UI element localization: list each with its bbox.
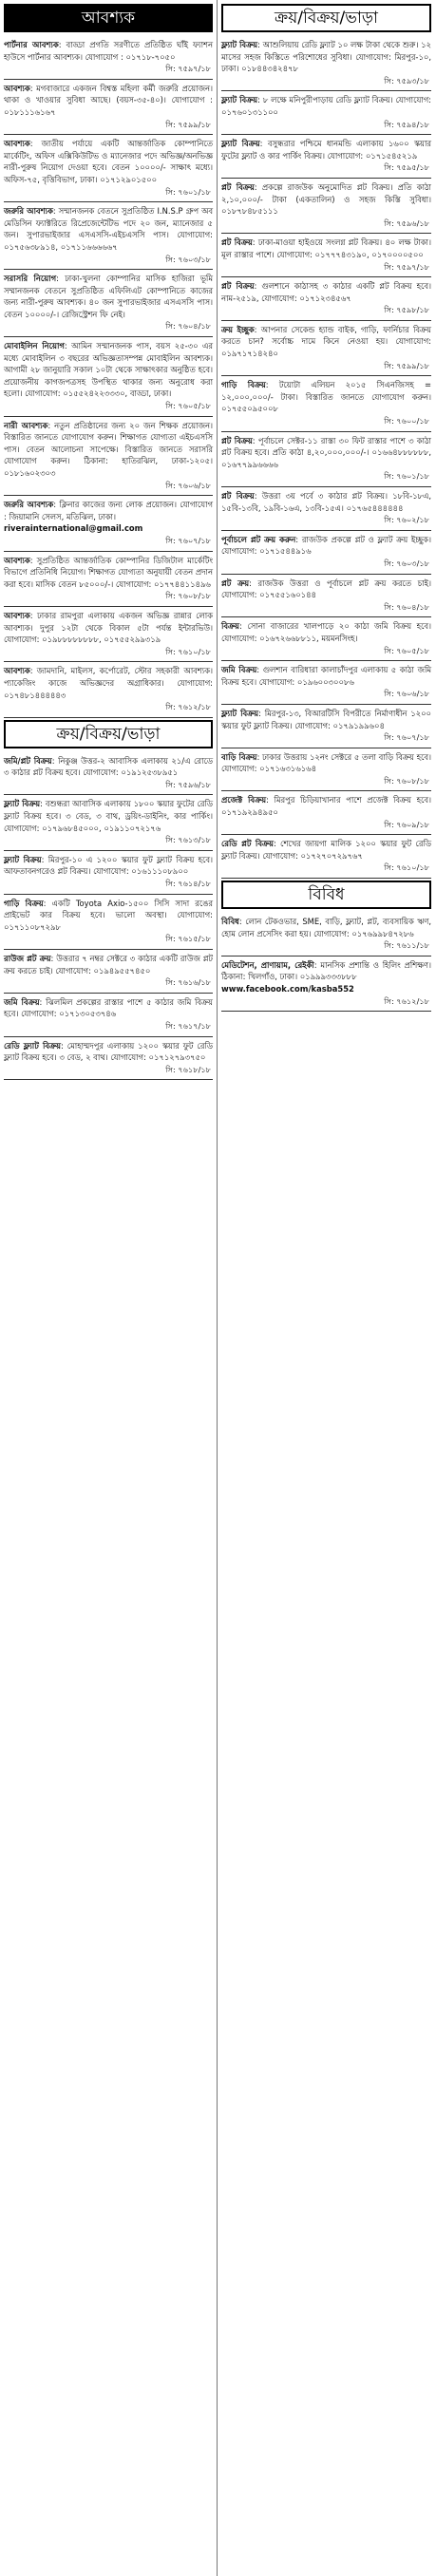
ad-heading: ফ্ল্যাট বিক্রয় [221, 95, 258, 105]
classified-ad [221, 38, 431, 88]
ad-text [221, 620, 431, 644]
ad-code: সি: ৭৫৯৪/১৮ [384, 119, 429, 129]
classified-ad [4, 137, 213, 199]
ad-text [221, 237, 431, 260]
ad-text [221, 534, 431, 558]
ad-body: : মগবাজারে একজন বিশ্বস্ত মহিলা কর্মী জরুরি প্রয়োজন। থাকা ও খাওয়ার সুবিধা আছে। (বয়স-৩৫-৪০)। যোগাযোগ : ০১৮১১১৬১৬৭ [4, 83, 213, 117]
ad-code: সি: ৭৬১৭/১৮ [165, 1020, 211, 1031]
ad-text [221, 379, 431, 415]
ad-heading: গাড়ি বিক্রয় [4, 898, 44, 908]
ad-divider [4, 495, 213, 496]
ad-body: : গুলশান বারিধারা কালাচাঁদপুর এলাকায় ৫ কাঠা জমি বিক্রয় হবে। যোগাযোগ: ০১৯৬০০৩০০৮৬ [221, 665, 431, 687]
classified-ad [221, 378, 431, 428]
ad-text [4, 854, 213, 878]
ad-divider [4, 336, 213, 337]
ad-heading: ফ্ল্যাট বিক্রয় [4, 799, 41, 809]
ad-text [4, 953, 213, 976]
ad-text [4, 610, 213, 646]
ad-heading: জরুরি আবশ্যক [4, 206, 53, 217]
ad-divider [4, 269, 213, 270]
ad-divider [221, 790, 431, 791]
ad-body: : মিরপুর-১০ এ ১২০০ স্কয়ার ফুট ফ্ল্যাট বিক্রয় হবে। আফতাবনগরেও প্লট বিক্রয়। যোগাযোগ: ০১৬১১১০৮৯০০ [4, 854, 214, 877]
classified-ad [221, 577, 431, 616]
classified-ad [221, 279, 431, 318]
section-header-buy-sell: ক্রয়/বিক্রয়/ভাড়া [4, 720, 213, 748]
ad-code: সি: ৭৫৯৮/১৮ [384, 305, 429, 315]
ad-body: : মিরপুর-১৩, বিআরটিসি বিপরীতে নির্মাণাধীন ১২০০ স্কয়ার ফুট ফ্ল্যাট বিক্রয়। যোগাযোগ: ০১৭৯১৯৯৬০৪ [221, 708, 432, 730]
classified-ad [4, 995, 213, 1034]
ad-heading: ক্রয় ইচ্ছুক [221, 324, 255, 334]
ad-body: : উত্তরা ৩য় পর্বে ৩ কাঠার প্লট বিক্রয়। ১৮বি-১৮এ, ১৫বি-১৩বি, ১৯বি-১৬এ, ১৩বি-১৫এ। ০১৭৬৫৪৪৪৪৪৪ [221, 491, 431, 513]
ad-code: সি: ৭৬০৭/১৮ [384, 732, 429, 743]
classified-ad [4, 554, 213, 604]
classified-ad [4, 1039, 213, 1078]
ad-divider [221, 90, 431, 91]
ad-code: সি: ৭৬০১/১৮ [165, 186, 211, 197]
ad-text [221, 916, 431, 939]
ad-body: : জামদানি, মাইলস, কর্পোরেট, স্টোর সহকারী আবশ্যক। প্যাকেজিং কাজে অভিজ্ঞদের অগ্রাধিকার। যোগাযোগ: ০১৭৪৮১৪৪৪৪৪৩ [4, 666, 213, 700]
ad-code: সি: ৭৬০৪/১৮ [384, 601, 429, 612]
section-header-buy-sell-right: ক্রয়/বিক্রয়/ভাড়া [221, 4, 431, 32]
ad-divider [4, 717, 213, 718]
classified-ad [4, 664, 213, 714]
ad-heading: মেডিটেশন, প্রাণায়াম, রেইকী [221, 959, 314, 970]
ad-heading: প্রজেক্ট বিক্রয় [221, 795, 267, 805]
ad-code: সি: ৭৫৯৭/১৮ [384, 261, 429, 272]
ad-heading: প্লট বিক্রয় [221, 491, 255, 501]
ad-text [4, 205, 213, 253]
ad-text [221, 435, 431, 471]
ad-code: সি: ৭৬০৬/১৮ [384, 689, 429, 699]
ad-code: সি: ৭৬০৬/১৮ [165, 480, 211, 490]
classified-ad [221, 323, 431, 373]
ad-divider [221, 276, 431, 277]
ad-heading: রেডি ফ্ল্যাট বিক্রয় [4, 1040, 61, 1051]
classified-ad [4, 339, 213, 414]
ad-divider [4, 416, 213, 417]
ad-body: : পূর্বাচলে সেক্টর-১১ রাস্তা ৩০ ফিট রাস্তার পাশে ৩ কাঠা প্লট বিক্রয় হবে। প্রতি কাঠা ৪,২০,০০০,০০০/-। ০১৬৬৪৮৮৮৮৮৮, ০১৬৭৭৯৯৬৬৬৬ [221, 435, 431, 469]
ad-code: সি: ৭৬১২/১৮ [165, 702, 211, 712]
ad-divider [221, 233, 431, 234]
classified-ad [221, 707, 431, 746]
classified-ad [221, 93, 431, 132]
ad-code: সি: ৭৬০৩/১৮ [165, 254, 211, 264]
ad-body: : নিকুঞ্জ উত্তর-২ আবাসিক এলাকায় ২১/এ রোডে ৩ কাঠার প্লট বিক্রয় হবে। যোগাযোগ: ০১৯১২৫৩৮৯৫১ [4, 755, 213, 778]
ad-heading: বিবিধ [221, 917, 239, 927]
classified-ad [221, 180, 431, 231]
classified-ad [221, 750, 431, 789]
ad-text [221, 959, 431, 983]
ad-heading: রেডি প্লট বিক্রয় [221, 839, 274, 849]
ad-code: সি: ৭৬০৮/১৮ [384, 775, 429, 786]
ad-body: : বশুন্ধরা আবাসিক এলাকায় ১৮০০ স্কয়ার ফুটের রেডি ফ্ল্যাট বিক্রয় হবে। ৩ বেড, ৩ বাথ, ড্রয়িং-ডাইনিং, কার পার্কিং। যোগাযোগ: ০১৭৯৬৮৪৫০০০, ০১৯১১০৭২১৭৬ [4, 799, 214, 833]
ad-heading: জরুরি আবশ্যক [4, 500, 54, 510]
ad-body: : রাজউক প্রকল্পে প্লট ও ফ্ল্যাট ক্রয় ইচ্ছুক। যোগাযোগ: ০১৭১৫৪৪৯১৬ [221, 534, 431, 557]
ad-code: সি: ৭৬০৭/১৮ [165, 535, 211, 545]
ad-heading: জমি বিক্রয় [221, 665, 257, 675]
classified-ad [4, 754, 213, 793]
classified-ad [221, 137, 431, 176]
ad-text [221, 280, 431, 304]
ad-text [221, 490, 431, 514]
ad-text [4, 1040, 213, 1064]
ad-divider [4, 134, 213, 135]
classified-ad [221, 236, 431, 275]
ad-code: সি: ৭৬১৬/১৮ [165, 977, 211, 988]
ad-body: : ঢাকা-মাওয়া হাইওয়ে সংলগ্ন প্লট বিক্রয়। ৪০ লক্ষ টাকা। মূল রাস্তার পাশে। যোগাযোগ: ০১৭৭৭৪৩১৯০, ০১৭০০০০৫০০ [221, 237, 431, 259]
ad-body: : গুলশানে কাঠাসহ ৩ কাঠার একটি প্লট বিক্রয় হবে। নাম-২৫১৯, যোগাযোগ: ০১৭১২৩৪৫৬৭ [221, 281, 431, 303]
classified-ad [221, 619, 431, 658]
ad-heading: রাউজ প্লট ক্রয় [4, 954, 51, 963]
buy-sell-ads-list-left [4, 754, 213, 1081]
ad-heading: প্লট বিক্রয় [221, 281, 255, 292]
ad-body: : মোহাম্মদপুর এলাকায় ১২০০ স্কয়ার ফুট রেডি ফ্ল্যাট বিক্রয় হবে। ৩ বেড, ২ বাথ। যোগাযোগ: ০১৭১২৭৯৩৭৫০ [4, 1040, 214, 1063]
ad-heading: গাড়ি বিক্রয় [221, 380, 266, 390]
ad-text [4, 340, 213, 400]
ad-body: : রাজউক উত্তরা ও পূর্বাচলে প্লট ক্রয় করতে চাই। যোগাযোগ: ০১৭৫৫১৬০১৪৪ [221, 578, 431, 600]
ad-heading: প্লট বিক্রয় [221, 181, 255, 192]
classified-ad [221, 793, 431, 832]
ad-body: : বসুন্ধরার পশ্চিমে ধানমন্ডি এলাকায় ১৬০০ স্কয়ার ফুটের ফ্ল্যাট ও কার পার্কিং বিক্রয়। যোগাযোগ: ০১৭১৫৪৫২১৯ [221, 139, 431, 161]
ad-divider [4, 1079, 213, 1080]
ad-code: সি: ৭৫৯৩/১৮ [384, 75, 429, 85]
ad-code: সি: ৭৬১৮/১৮ [165, 1064, 211, 1074]
ad-code: সি: ৭৬১৫/১৮ [165, 934, 211, 944]
ad-text [4, 755, 213, 779]
ad-code: সি: ৭৬১০/১৮ [165, 646, 211, 656]
ad-divider [4, 1036, 213, 1037]
ad-divider [221, 704, 431, 705]
ad-divider [221, 134, 431, 135]
ad-text [221, 39, 431, 75]
classified-ad [221, 434, 431, 484]
ad-text [221, 708, 431, 731]
ad-divider [4, 894, 213, 895]
ad-heading: প্লট ক্রয় [221, 578, 250, 588]
ad-text [221, 794, 431, 818]
ad-divider [221, 431, 431, 432]
ad-body: : শেখের জায়গা মালিক ১২০০ স্কয়ার ফুট রেডি ফ্ল্যাট বিক্রয়। যোগাযোগ: ০১৭২৭০৭২৯৭৬৭ [221, 839, 431, 861]
ad-heading: মোবাইলিন নিয়োগ [4, 341, 65, 351]
ad-body: : ঢাকার উত্তরায় ১২নং সেক্টরে ৫ তলা বাড়ি বিক্রয় হবে। যোগাযোগ: ০১৭১৬৩১৬১৬৪ [221, 751, 432, 774]
ad-heading: প্লট বিক্রয় [221, 435, 253, 445]
ad-divider [221, 616, 431, 617]
ad-code: সি: ৭৬০৩/১৮ [384, 558, 429, 568]
classified-ad [4, 82, 213, 132]
ad-code: সি: ৭৬১৩/১৮ [165, 835, 211, 845]
ad-body: : বাড্ডা প্রগতি সরণীতে প্রতিষ্ঠিত ঘাঁই ফ্যাশন হাউসে পার্টনার আবশ্যক। যোগাযোগ : ০১৭১৮-৭০৫০ [4, 40, 213, 62]
ad-code: সি: ৭৫৯৯/১৮ [384, 360, 429, 370]
ad-body: : ঢাকা-খুলনা কোম্পানির মাসিক হাজিরা ভূমি সম্মানজনক বেতনে সুপ্রতিষ্ঠিত এফিলিএট কোম্পানিতে কাজের জন্য নারী-পুরুষ আবশ্যক। ৪০ জন সুপারভাইজার এসএসসি পাস। বেতন ১০০০০/-। রেজিস্ট্রেশন ফি নেই। [4, 274, 213, 319]
ad-heading: বাড়ি বিক্রয় [221, 751, 257, 762]
classified-ad [221, 489, 431, 528]
ad-heading: জমি বিক্রয় [4, 996, 40, 1007]
ad-body: : সম্মানজনক বেতনে সুপ্রতিষ্ঠিত I.N.S.P গ্রুপ অব মেডিসিন ফ্যাক্টরিতে রিপ্রেজেন্টেটিভ পদে ২০ জন, ম্যানেজার ৫ জন। সুপারভাইজার এসএসসি-এইচএসসি পাস। যোগাযোগ: ০১৭৫৬৩৮৯১৪, ০১৭১১৬৬৬৬৬৭ [4, 206, 213, 252]
classified-ad [221, 915, 431, 954]
ad-divider [221, 660, 431, 661]
classified-ad [221, 837, 431, 876]
classified-ad [4, 952, 213, 991]
ad-code: সি: ৭৬০৯/১৮ [384, 819, 429, 829]
ad-heading: জমি/প্লট বিক্রয় [4, 755, 52, 766]
ad-divider [221, 375, 431, 376]
ad-body: : আপনার সেকেন্ড হ্যান্ড বাইক, গাড়ি, ফার্নিচার বিক্রয় করতে চান? সর্বোচ্চ দামে কিনে নেওয়া হয়। যোগাযোগ: ০১৯৭১৭১৪২৪০ [221, 324, 431, 359]
ad-body: : লোন টেকওভার, SME, বাড়ি, ফ্ল্যাট, প্লট, ব্যবসায়িক ঋণ, হোম লোন প্রসেসিং করা হয়। যোগাযোগ: ০১৭৬৯৯৮৪৭২৮৬ [221, 917, 431, 938]
ad-heading: আবশ্যক [4, 610, 30, 620]
ad-text [221, 181, 431, 218]
ad-divider [4, 551, 213, 552]
ad-body: : আশুলিয়ায় রেডি ফ্ল্যাট ১০ লক্ষ টাকা থেকে শুরু। ১২ মাসের সহজ কিস্তিতে পরিশোধের সুবিধা। যোগাযোগ: মিরপুর-১০, ঢাকা। ০১৮৪৪৩৪২৪৭৮ [221, 40, 431, 74]
ad-heading: আবশ্যক [4, 139, 30, 149]
ad-code: সি: ৭৫৯৫/১৮ [384, 162, 429, 173]
classified-ad [4, 204, 213, 267]
section-header-wanted: আবশ্যক [4, 4, 213, 32]
ad-text [221, 838, 431, 862]
ad-heading: ফ্ল্যাট বিক্রয় [221, 139, 260, 149]
ad-heading: ফ্ল্যাট বিক্রয় [4, 854, 42, 864]
ad-text [221, 94, 431, 118]
ad-text [221, 138, 431, 161]
ad-divider [4, 949, 213, 950]
classified-ad [4, 272, 213, 334]
ad-heading: আবশ্যক [4, 83, 30, 93]
ad-text [4, 39, 213, 63]
ad-divider [221, 574, 431, 575]
ad-heading: আবশ্যক [4, 666, 30, 676]
buy-sell-ads-list-right [221, 38, 431, 879]
ad-text [4, 499, 213, 522]
ad-heading: বিক্রয় [221, 621, 239, 632]
classified-ad [4, 609, 213, 659]
ad-email[interactable]: riverainternational@gmail.com [4, 523, 143, 534]
ad-divider [4, 993, 213, 994]
ad-heading: প্লট বিক্রয় [221, 237, 253, 248]
ad-text [4, 665, 213, 701]
ad-email[interactable]: www.facebook.com/kasba552 [221, 984, 354, 994]
ad-heading: নারী আবশ্যক [4, 420, 48, 430]
ad-code: সি: ৭৬০২/১৮ [384, 515, 429, 525]
ad-text [4, 555, 213, 591]
ad-code: সি: ৭৫৯৭/১৮ [165, 64, 211, 74]
ad-body: : আমিন সম্মানজনক পাস, বয়স ২৫-৩০ এর মধ্যে মোবাইলিন ৩ বছরের অভিজ্ঞতাসম্পন্ন মোবাইলিন আবশ্যক। আগামী ২৮ জানুয়ারি সকাল ১০টা থেকে সাক্ষাৎকার অনুষ্ঠিত হবে। প্রয়োজনীয় কাগজপত্রসহ উপস্থিত থাকার জন্য অনুরোধ করা হলো। যোগাযোগ: ০১৫৫২৪২২৩৩৩০, বাড্ডা, ঢাকা। [4, 341, 213, 399]
ad-heading: পার্টনার আবশ্যক [4, 40, 59, 49]
ad-code: সি: ৭৬০৮/১৮ [165, 591, 211, 601]
ad-divider [221, 834, 431, 835]
ad-text [4, 898, 213, 934]
misc-ads-list [221, 915, 431, 1012]
classified-ad [221, 958, 431, 1009]
ad-text [221, 324, 431, 360]
ad-code: সি: ৭৬০৪/১৮ [165, 321, 211, 331]
ad-body: : টয়োটা এলিয়ন ২০১৫ সিএনজিসহ = ১২,০০০,০০০/- টাকা। বিস্তারিত জানতে যোগাযোগ করুন। ০১৭৫৫০৯৫০০৮ [221, 380, 431, 414]
ad-code: সি: ৭৬০৫/১৮ [384, 645, 429, 655]
ad-body: : একটি Toyota Axio-১৫০০ সিসি সাদা রঙের প্রাইভেট কার বিক্রয় হবে। ভালো অবস্থা। যোগাযোগ: ০১৭১১০৮৭২৯৮ [4, 898, 213, 932]
ad-body: : মিরপুর চিড়িয়াখানার পাশে প্রজেক্ট বিক্রয় হবে। ০১৭১৯২৯৪৯৫০ [221, 795, 431, 818]
ad-body: : ৮ লক্ষে মনিপুরীপাড়ায় রেডি ফ্ল্যাট বিক্রয়। যোগাযোগ: ০১৭৬০১৩১১০০ [221, 95, 432, 117]
ad-divider [221, 486, 431, 487]
ad-divider [4, 850, 213, 851]
ad-code: সি: ৭৬১০/১৮ [384, 862, 429, 873]
ad-divider [4, 79, 213, 80]
ad-text [4, 996, 213, 1020]
ad-code: সি: ৭৬০০/১৮ [384, 416, 429, 426]
ad-heading: ফ্ল্যাট বিক্রয় [221, 708, 259, 718]
ad-text [4, 420, 213, 480]
ad-code: সি: ৭৫৯৬/১৮ [384, 218, 429, 228]
ad-text [4, 273, 213, 320]
ad-heading: আবশ্যক [4, 555, 30, 565]
ad-text [221, 664, 431, 688]
ad-body: : মানসিক প্রশান্তি ও হিলিং প্রশিক্ষণ। ঠিকানা: খিলগাঁও, ঢাকা। ০১৯৯৯৩৩৩৮৮৮ [221, 959, 431, 982]
classified-ad [4, 38, 213, 77]
ad-text [4, 798, 213, 834]
ad-body: : নতুন প্রতিষ্ঠানের জন্য ২০ জন শিক্ষক প্রয়োজন। বিস্তারিত জানতে যোগাযোগ করুন। শিক্ষাগত যোগ্যতা এইচএসসি পাস। বেতন আলোচনা সাপেক্ষে। বিস্তারিত জানতে সরাসরি যোগাযোগ করুন। ঠিকানা: হাতিরঝিল, ঢাকা-১২০৫। ০১৮১৬০২৩০৩ [4, 420, 213, 478]
classified-ad [4, 853, 213, 892]
classified-ad [4, 419, 213, 494]
ad-divider [221, 320, 431, 321]
ad-body: : সুপ্রতিষ্ঠিত আন্তর্জাতিক কোম্পানির ডিজিটাল মার্কেটিং বিভাগে প্রতিনিধি নিয়োগ। শিক্ষাগত যোগ্যতা অনুযায়ী বেতন প্রদান করা হবে। মাসিক বেতন ৮৫০০০/-। যোগাযোগ: ০১৭৭৪৪১১৪৯৬ [4, 555, 213, 589]
ad-code: সি: ৭৬১৪/১৮ [165, 879, 211, 889]
ad-text [221, 578, 431, 601]
ad-code: সি: ৭৫৯৯/১৮ [165, 119, 211, 129]
ad-body: : জাতীয় পর্যায়ে একটি আন্তর্জাতিক কোম্পানিতে মার্কেটিং, অফিস এক্সিকিউটিভ ও ম্যানেজার পদে অভিজ্ঞ/অনভিজ্ঞ নারী-পুরুষ নিয়োগ দেওয়া হবে। বেতন ১০০০০/- সাক্ষাৎ মধ্যে। অফিস-৭৫, বৃত্তিবিভাগ, ঢাকা। ০১৭১২৯০১৫০০ [4, 139, 213, 184]
classified-ad [4, 897, 213, 947]
classified-ad [221, 533, 431, 572]
ad-divider [221, 1011, 431, 1012]
wanted-ads-list [4, 38, 213, 718]
ad-text [4, 83, 213, 119]
ad-code: সি: ৭৬০৫/১৮ [165, 401, 211, 411]
ad-body: : সোনা বাজারের খালপাড়ে ২০ কাঠা জমি বিক্রয় হবে। যোগাযোগ: ০১৬৭২৬৬৮৮১১, ময়মনসিংহ। [221, 621, 431, 643]
ad-body: : উত্তরার ৭ নম্বর সেক্টরে ৩ কাঠার একটি রাউজ প্লট ক্রয় করতে চাই। যোগাযোগ: ০১৯৪৯৫৫৭৪৫০ [4, 954, 213, 975]
ad-body: : প্রকল্পে রাজউক অনুমোদিত প্লট বিক্রয়। প্রতি কাঠা ২,১০,০০০/- টাকা (একতালিন) ও সহজ কিস্তি সুবিধা। ০১৮৭৮৪৮৫১১১ [221, 181, 431, 217]
classified-ad [4, 797, 213, 847]
classified-ad [4, 498, 213, 548]
ad-body: : ক্লিনার কাজের জন্য লোক প্রয়োজন। যোগাযোগ : জিয়ামানি সেলস, মতিঝিল, ঢাকা। [4, 500, 213, 521]
ad-body: : ঝিলমিল প্রকল্পের রাস্তার পাশে ৫ কাঠার জমি বিক্রয় হবে। যোগাযোগ: ০১৭১৩০৫৩৭৪৬ [4, 996, 213, 1019]
ad-heading: ফ্ল্যাট বিক্রয় [221, 40, 258, 49]
ad-body: : ঢাকার রামপুরা এলাকায় একজন অভিজ্ঞ রান্নার লোক আবশ্যক। দুপুর ১২টা থেকে বিকাল ৫টা পর্যন্ত ইন্টারভিউ। যোগাযোগ: ০১৯৮৮৮৮৮৮৮৮, ০১৭৫৫২৯৯৩১৯ [4, 610, 213, 645]
ad-heading: পূর্বাচলে প্লট ক্রয় করুন [221, 534, 296, 544]
ad-divider [4, 606, 213, 607]
classified-ad [221, 663, 431, 702]
ad-divider [4, 794, 213, 795]
ad-code: সি: ৭৬১২/১৮ [384, 995, 429, 1006]
ad-text [221, 751, 431, 775]
ad-divider [221, 178, 431, 179]
ad-code: সি: ৭৬১১/১৮ [384, 940, 429, 951]
ad-text [4, 138, 213, 185]
section-header-misc: বিবিধ [221, 881, 431, 909]
ad-divider [221, 878, 431, 879]
ad-code: সি: ৭৬০১/১৮ [384, 471, 429, 482]
ad-divider [4, 201, 213, 202]
ad-divider [221, 956, 431, 957]
right-column [218, 0, 435, 2576]
ad-heading: সরাসরি নিয়োগ [4, 274, 57, 284]
ad-code: সি: ৭৫৯৬/১৮ [165, 779, 211, 789]
ad-divider [221, 530, 431, 531]
ad-divider [4, 661, 213, 662]
